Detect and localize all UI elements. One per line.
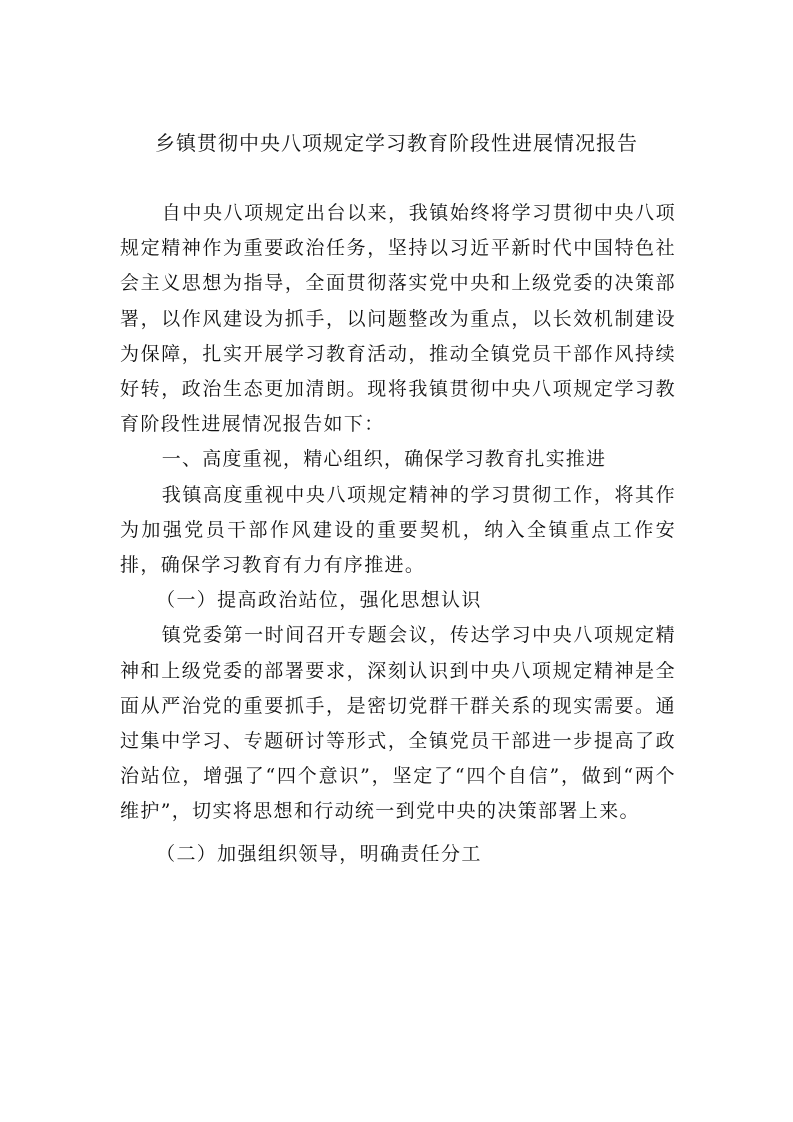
section-heading-1: 一、高度重视，精心组织，确保学习教育扎实推进 bbox=[161, 448, 607, 471]
section-1-paragraph: 我镇高度重视中央八项规定精神的学习贯彻工作，将其作为加强党员干部作风建设的重要契机，纳入全镇重点工作安排，确保学习教育有力有序推进。 bbox=[120, 483, 676, 577]
document-title: 乡镇贯彻中央八项规定学习教育阶段性进展情况报告 bbox=[155, 131, 638, 155]
document-body bbox=[120, 196, 676, 872]
intro-paragraph: 自中央八项规定出台以来，我镇始终将学习贯彻中央八项规定精神作为重要政治任务，坚持以习近平新时代中国特色社会主义思想为指导，全面贯彻落实党中央和上级党委的决策部署，以作风建设为抓手，以问题整改为重点，以长效机制建设为保障，扎实开展学习教育活动，推动全镇党员干部作风持续好转，政治生态更加清朗。现将我镇贯彻中央八项规定学习教育阶段性进展情况报告如下： bbox=[120, 202, 676, 436]
subsection-1-paragraph: 镇党委第一时间召开专题会议，传达学习中央八项规定精神和上级党委的部署要求，深刻认识到中央八项规定精神是全面从严治党的重要抓手，是密切党群干群关系的现实需要。通过集中学习、专题研讨等形式，全镇党员干部进一步提高了政治站位，增强了“四个意识”，坚定了“四个自信”，做到“两个维护”，切实将思想和行动统一到党中央的决策部署上来。 bbox=[120, 624, 676, 823]
subsection-heading-2: （二）加强组织领导，明确责任分工 bbox=[156, 842, 482, 865]
subsection-heading-1: （一）提高政治站位，强化思想认识 bbox=[156, 589, 482, 612]
